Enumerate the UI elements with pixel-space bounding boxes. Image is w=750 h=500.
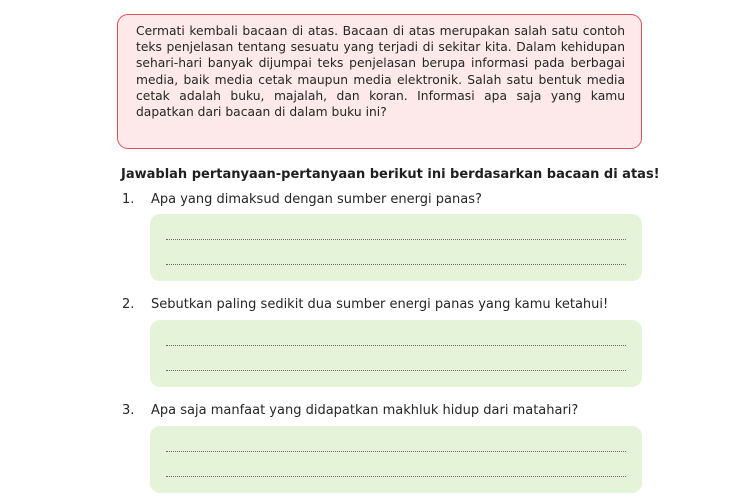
intro-line: kehidupan sehari-hari banyak dijumpai teks penjelasan berupa informasi <box>136 40 625 71</box>
question-1 <box>122 191 662 209</box>
answer-line[interactable] <box>166 239 626 240</box>
question-text: Sebutkan paling sedikit dua sumber energi panas yang kamu ketahui! <box>151 297 609 312</box>
instruction-heading: Jawablah pertanyaan-pertanyaan berikut ini berdasarkan bacaan di atas! <box>121 167 660 182</box>
question-number: 1. <box>122 192 135 207</box>
intro-line: Cermati kembali bacaan di atas. Bacaan di atas merupakan salah satu <box>136 24 583 38</box>
intro-line: saja yang kamu dapatkan dari bacaan di dalam buku ini? <box>136 88 626 120</box>
intro-paragraph <box>136 23 625 120</box>
answer-box-2[interactable] <box>150 320 642 387</box>
intro-line: pada berbagai media, baik media cetak maupun media elektronik. Salah <box>136 56 625 87</box>
answer-line[interactable] <box>166 345 626 346</box>
intro-line: contoh teks penjelasan tentang sesuatu yang terjadi di sekitar kita. Dalam <box>136 24 625 55</box>
question-text: Apa saja manfaat yang didapatkan makhluk hidup dari matahari? <box>151 403 579 418</box>
question-number: 2. <box>122 297 135 312</box>
answer-box-1[interactable] <box>150 214 642 281</box>
question-number: 3. <box>122 403 135 418</box>
question-text: Apa yang dimaksud dengan sumber energi panas? <box>151 192 482 207</box>
question-2 <box>122 296 662 314</box>
answer-line[interactable] <box>166 370 626 371</box>
answer-line[interactable] <box>166 476 626 477</box>
answer-line[interactable] <box>166 451 626 452</box>
answer-line[interactable] <box>166 264 626 265</box>
question-3 <box>122 402 662 420</box>
intro-line: satu bentuk media cetak adalah buku, majalah, dan koran. Informasi apa <box>136 72 625 103</box>
answer-box-3[interactable] <box>150 426 642 493</box>
intro-reading-box <box>117 14 642 149</box>
